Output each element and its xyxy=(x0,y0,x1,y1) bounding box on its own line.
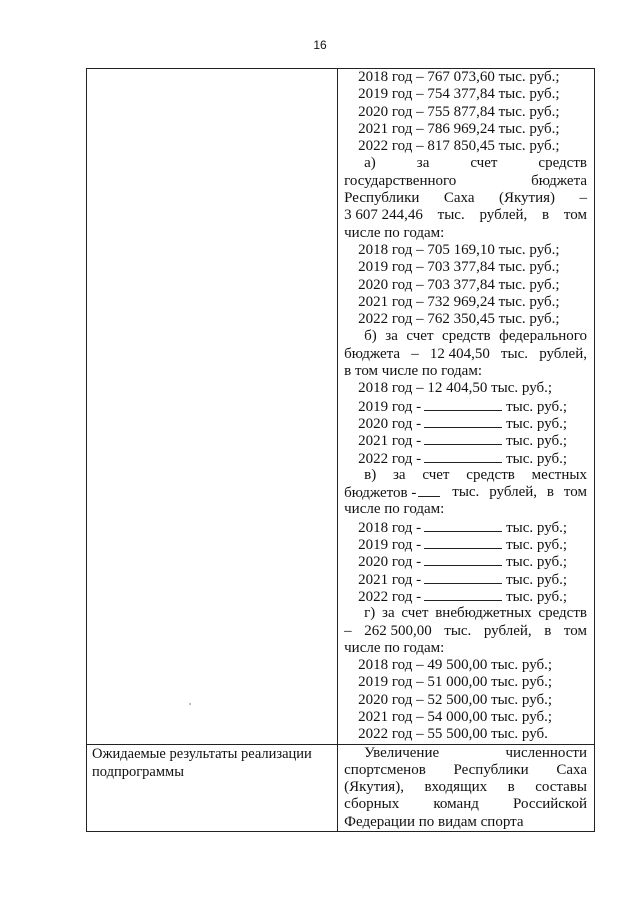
results-label-line: подпрограммы xyxy=(92,763,184,780)
source-v-year-line: 2020 год - тыс. руб.; xyxy=(358,554,568,571)
source-a-year-line: 2020 год – 703 377,84 тыс. руб.; xyxy=(358,276,560,293)
blank-field xyxy=(424,536,502,549)
results-label-line: Ожидаемые результаты реализации xyxy=(92,745,312,762)
source-g-line: числе по годам: xyxy=(344,639,445,656)
source-b-year-line: 2018 год – 12 404,50 тыс. руб.; xyxy=(358,380,553,397)
results-line: сборных команд Российской xyxy=(344,796,587,813)
page-number: 16 xyxy=(313,38,327,52)
blank-field xyxy=(424,553,502,566)
source-b-year-line: 2021 год - тыс. руб.; xyxy=(358,433,568,450)
results-line: (Якутия), входящих в составы xyxy=(344,779,587,796)
total-year-line: 2020 год – 755 877,84 тыс. руб.; xyxy=(358,103,560,120)
blank-field xyxy=(424,588,502,601)
source-v-heading: в) за счет средств местных xyxy=(364,466,587,483)
blank-field xyxy=(424,519,502,532)
source-v-line: числе по годам: xyxy=(344,501,445,518)
source-a-year-line: 2018 год – 705 169,10 тыс. руб.; xyxy=(358,241,560,258)
blank-field xyxy=(424,432,502,445)
source-a-line: Республики Саха (Якутия) – xyxy=(344,190,587,207)
source-v-year-line: 2019 год - тыс. руб.; xyxy=(358,537,568,554)
program-table xyxy=(86,68,595,832)
source-v-year-line: 2021 год - тыс. руб.; xyxy=(358,571,568,588)
results-line: Увеличение численности xyxy=(364,744,587,761)
source-g-year-line: 2018 год – 49 500,00 тыс. руб.; xyxy=(358,657,553,674)
source-g-total: – 262 500,00 тыс. рублей, в том xyxy=(344,622,587,639)
source-g-heading: г) за счет внебюджетных средств xyxy=(364,605,587,622)
results-label-cell xyxy=(87,744,338,831)
source-a-line: государственного бюджета xyxy=(344,172,587,189)
source-b-year-line: 2020 год - тыс. руб.; xyxy=(358,415,568,432)
source-a-year-line: 2021 год – 732 969,24 тыс. руб.; xyxy=(358,293,560,310)
funding-label-cell xyxy=(87,69,338,745)
total-year-line: 2018 год – 767 073,60 тыс. руб.; xyxy=(358,69,560,85)
source-b-heading: б) за счет средств федерального xyxy=(364,328,587,345)
table-row-funding xyxy=(87,69,595,745)
blank-field xyxy=(424,571,502,584)
results-line: спортсменов Республики Саха xyxy=(344,761,587,778)
total-year-line: 2019 год – 754 377,84 тыс. руб.; xyxy=(358,86,560,103)
source-g-year-line: 2022 год – 55 500,00 тыс. руб. xyxy=(358,726,548,743)
funding-text-cell xyxy=(338,69,595,745)
source-a-heading: а) за счет средств xyxy=(364,155,587,172)
blank-field xyxy=(424,450,502,463)
source-b-line: в том числе по годам: xyxy=(344,363,482,380)
results-text-cell xyxy=(338,744,595,831)
source-v-total: бюджетов - тыс. рублей, в том xyxy=(344,484,587,502)
blank-field xyxy=(418,484,440,497)
source-a-year-line: 2019 год – 703 377,84 тыс. руб.; xyxy=(358,259,560,276)
source-v-year-line: 2022 год - тыс. руб.; xyxy=(358,588,568,605)
total-year-line: 2021 год – 786 969,24 тыс. руб.; xyxy=(358,120,560,137)
source-b-total: бюджета – 12 404,50 тыс. рублей, xyxy=(344,345,587,362)
total-year-line: 2022 год – 817 850,45 тыс. руб.; xyxy=(358,138,560,155)
source-g-year-line: 2021 год – 54 000,00 тыс. руб.; xyxy=(358,708,553,725)
source-g-year-line: 2020 год – 52 500,00 тыс. руб.; xyxy=(358,691,553,708)
blank-field xyxy=(424,398,502,411)
source-v-year-line: 2018 год - тыс. руб.; xyxy=(358,519,568,536)
table-row-results xyxy=(87,744,595,831)
results-line: Федерации по видам спорта xyxy=(344,813,524,830)
source-b-year-line: 2019 год - тыс. руб.; xyxy=(358,398,568,415)
scan-speck xyxy=(189,703,191,705)
source-b-year-line: 2022 год - тыс. руб.; xyxy=(358,450,568,467)
source-a-year-line: 2022 год – 762 350,45 тыс. руб.; xyxy=(358,311,560,328)
blank-field xyxy=(424,415,502,428)
source-g-year-line: 2019 год – 51 000,00 тыс. руб.; xyxy=(358,674,553,691)
source-a-total: 3 607 244,46 тыс. рублей, в том xyxy=(344,207,587,224)
source-a-line: числе по годам: xyxy=(344,224,445,241)
